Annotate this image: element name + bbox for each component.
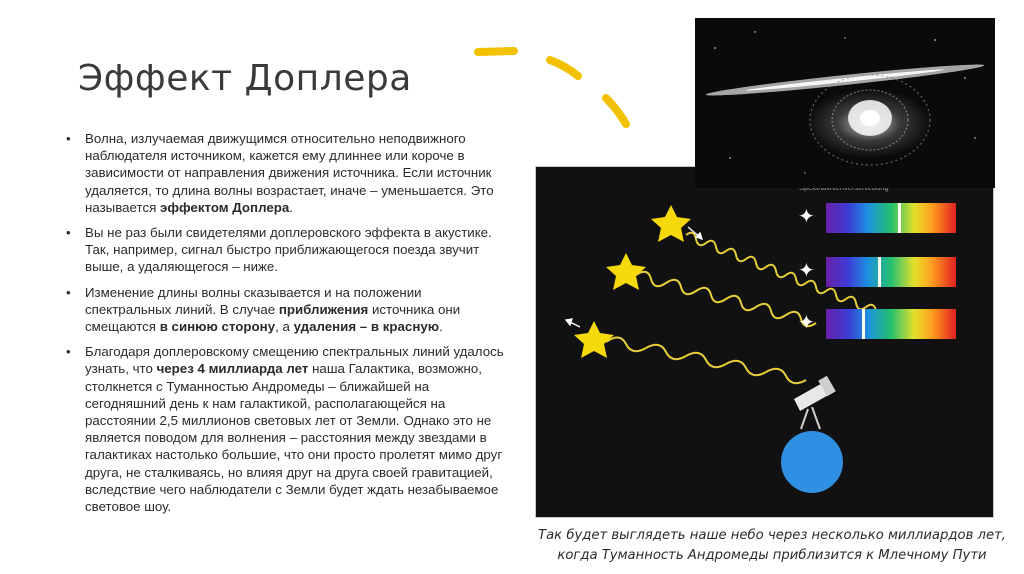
dash-segment: [478, 51, 514, 52]
bullet-item: [66, 343, 506, 515]
bullet-text: .: [439, 319, 443, 335]
caption-line: Так будет выглядеть наше небо через несколько миллиардов лет,: [538, 528, 1006, 543]
star-small-icon: ✦: [798, 206, 815, 228]
bullet-text: наша Галактика, возможно, столкнется с Туманностью Андромеды – ближайшей на сегодняшний день к нам галактикой, располагающейся на расстоянии 2,5 миллионов световых лет от Земли. Однако это не является поводом для волнения – расстояния между звездами в галактиках настолько большие, что они просто пролетят мимо друг друга, не сталкиваясь, но влияя друг на друга своей гравитацией, вследствие чего наблюдатели с Земли будет ждать незабываемое световое шоу.: [85, 361, 503, 515]
dashed-arc-decoration: [470, 40, 650, 135]
bullet-text: Волна, излучаемая движущимся относительно неподвижного наблюдателя источником, кажется ему длиннее или короче в зависимости от направления движения источника. Если источник удаляется, то длина волны возрастает, иначе – уменьшается. Это называется: [85, 131, 494, 215]
galaxy-image: [695, 18, 995, 188]
spectrum-bar-red-shift: [826, 309, 956, 339]
spectral-line: [878, 257, 881, 287]
star-small-icon: ✦: [798, 260, 815, 282]
caption-line: когда Туманность Андромеды приблизится к Млечному Пути: [557, 548, 987, 563]
telescope-icon: [794, 376, 836, 429]
bullet-bold: эффектом Доплера: [160, 199, 290, 215]
bullet-item: [66, 130, 506, 216]
bullet-item: [66, 284, 506, 336]
bullet-bold: удаления – в красную: [293, 319, 440, 335]
star-icon: [651, 205, 691, 242]
bullet-text: Вы не раз были свидетелями доплеровского эффекта в акустике. Так, например, сигнал быстро приближающегося поезда звучит выше, а удаляющегося – ниже.: [85, 225, 492, 275]
spectral-line: [898, 203, 901, 233]
dash-segment: [550, 60, 578, 76]
bullet-bold: в синюю сторону: [159, 319, 276, 335]
bullet-text: , а: [275, 319, 294, 335]
spectrum-bar-rest: [826, 257, 956, 287]
slide-title: Эффект Доплера: [78, 58, 412, 99]
doppler-diagram: [535, 166, 994, 518]
bullet-text: источника они смещаются: [85, 301, 461, 335]
light-wave-far: [606, 337, 806, 383]
light-wave-middle: [636, 272, 816, 326]
earth-globe: [781, 431, 843, 493]
bullet-text: Благодаря доплеровскому смещению спектральных линий удалось узнать, что: [85, 344, 504, 377]
bullet-bold: через 4 миллиарда лет: [156, 361, 309, 377]
bullet-bold: приближения: [278, 301, 369, 317]
bullet-text: .: [289, 199, 293, 215]
bullet-text: Изменение длины волны сказывается и на положении спектральных линий. В случае: [85, 284, 422, 317]
star-icon: [606, 253, 646, 290]
bullet-list: [66, 130, 506, 523]
bullet-item: [66, 224, 506, 276]
dash-segment: [606, 98, 626, 124]
arrowhead: [566, 319, 572, 325]
galaxy-collision-photo: [695, 18, 995, 188]
spectrum-bar-blue-shift: [826, 203, 956, 233]
spectral-line: [862, 309, 865, 339]
image-caption: [512, 526, 1024, 566]
star-small-icon: ✦: [798, 312, 815, 334]
